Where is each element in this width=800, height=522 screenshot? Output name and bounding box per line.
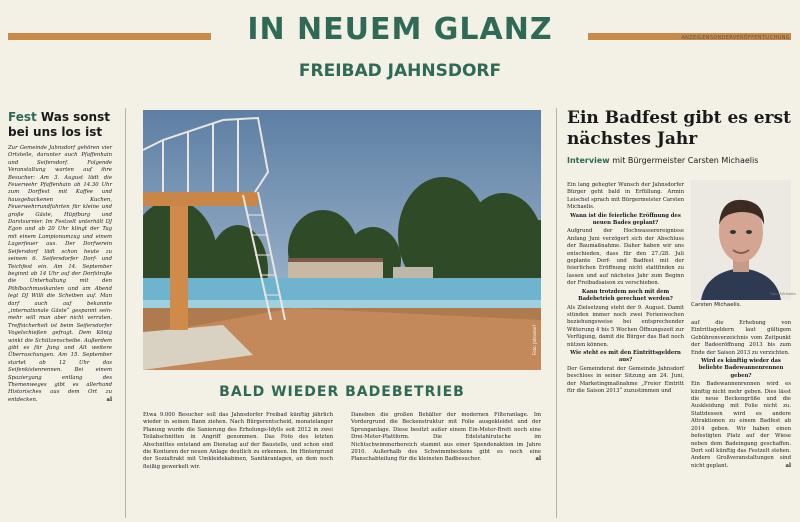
pool-photo xyxy=(143,110,541,370)
portrait-illustration xyxy=(691,180,791,300)
pool-illustration xyxy=(143,110,541,370)
article-column-1: Etwa 9.000 Besucher soll das Jahnsdorfer Freibad künftig jährlich wieder in seinen Bann ziehen. Nach Bürgerentscheid, monatelanger Planung wurde die Sanierung des Erholungs-Idylls seit 2012 in zwei Teilabschnitten in Angriff genommen. Das Foto des letzten Abschnittes entstand am Dienstag auf der Baustelle, und schon sind die Konturen der neuen Anlage deutlich zu erkennen. Im Hintergrund der Sozialtrakt mit Umkleidekabinen, Sanitäranlagen, an dem noch fleißig gewerkelt wir. xyxy=(143,412,333,470)
photo-caption: BALD WIEDER BADEBETRIEB xyxy=(219,384,465,400)
column-divider xyxy=(125,108,126,518)
interview-kicker-rest: mit Bürgermeister Carsten Michaelis xyxy=(612,156,759,165)
portrait-credit: Foto: Michaelis xyxy=(770,292,797,296)
interview-signature: al xyxy=(785,462,791,469)
interview-answer-text: Ein Badewannenrennen wird es künftig nicht mehr geben. Dies lässt die neue Beckengröße und die Auskleidung mit Folie nicht zu. Stattdessen wird es andere Attraktionen zu einem Badfest ab 2014 geben. Wir haben einen befestigten Platz auf der Wiese neben dem Badeingang geschaffen. Dort soll künftig das Festzelt stehen. Andere Großveranstaltungen sind nicht geplant. xyxy=(691,381,791,469)
interview-answer: Aufgrund der Hochwasserereignisse Anfang Juni verzögert sich der Abschluss der Baumaßnahme. Daher haben wir uns entschieden, dass für den 27./28. Juli geplante Dorf- und Badfest mit der feierlichen Eröffnung nicht stattfinden zu lassen und auf nächstes Jahr zum Beginn der Freibadsaison zu verschieben. xyxy=(567,228,684,287)
interview-answer: Der Gemeinderat der Gemeinde Jahnsdorf beschloss in seiner Sitzung am 24. Juni, der Marketingmaßnahme „Freier Eintritt für die Saison 2013“ zuzustimmen und xyxy=(567,365,684,394)
interview-answer: auf die Erhebung von Eintrittsgeldern laut gültigem Gebührenverzeichnis vom Zeitpunkt der Badeeröffnung 2013 bis zum Ende der Saison 2013 zu verzichten. xyxy=(691,320,791,356)
section-tag: ANZEIGENSONDERVERÖFFENTLICHUNG xyxy=(681,35,790,41)
article-column-2-text: Daneben die großen Behälter der modernen Filteranlage. Im Vordergrund die Beckenstruktur mit Folie ausgekleidet und der Sprunganlage. Diese besitzt außer einem Ein-Meter-Brett noch eine Drei-Meter-Plattform. Die Edelstahlrutsche im Nichtschwimmerbereich stammt aus einer Spendenaktion im Jahre 2010. Außerhalb des Schwimmbeckens gibt es noch eine Planschabteilung für die kleinsten Badbesucher. xyxy=(351,412,541,463)
portrait-photo xyxy=(691,180,791,300)
interview-question: Kann trotzdem noch mit dem Badebetrieb gerechnet werden? xyxy=(578,288,673,303)
interview-answer: Als Zielsetzung steht der 9. August. Damit stünden immer noch zwei Ferienwochen beziehungsweise bei entsprechender Witterung 4 bis 5 Wochen Öffnungszeit zur Verfügung, damit die Bürger das Bad noch nützen können. xyxy=(567,304,684,348)
interview-column-left xyxy=(567,182,684,396)
article-signature: al xyxy=(535,456,541,463)
interview-question: Wann ist die feierliche Eröffnung des neuen Bades geplant? xyxy=(570,212,681,227)
interview-answer xyxy=(691,381,791,470)
page-subtitle: FREIBAD JAHNSDORF xyxy=(298,61,502,81)
interview-question: Wird es künftig wieder das beliebte Badewannenrennen geben? xyxy=(698,358,784,379)
column-divider-right xyxy=(556,108,557,518)
interview-question: Wie steht es mit den Eintrittsgeldern aus? xyxy=(570,349,681,364)
sidebar-title xyxy=(8,110,113,140)
page-title: IN NEUEM GLANZ xyxy=(247,12,553,47)
sidebar-signature: al xyxy=(106,396,112,403)
photo-credit: Foto: Jahnsdorf xyxy=(532,324,537,355)
sidebar-body-text: Zur Gemeinde Jahnsdorf gehören vier Ortsteile, darunter auch Pfaffenhain und Seifersdorf. Folgende Veranstaltung warten auf ihre Besucher: Am 3. August lädt die Feuerwehr Pfaffenhain ab 14.30 Uhr zum Dorffest mit Kaffee und hausgebackenen Kuchen, Feuerwehrrundfahrten für kleine und große Gäste, Hüpfburg und Darstsurnier. Im Festzelt unterhält DJ Egon und ab 20 Uhr klingt der Tag mit einem Lampionumzug und einem Lagerfeuer aus. Der Dorfverein Seifersdorf lädt schon heute zu seinem 6. Seifersdorfer Dorf- und Teichfest ein. Am 14. September beginnt ab 14 Uhr auf der Dorfstraße die Unterhaltung mit den Pöhlbachmusikanten und am Abend legt DJ Willi die Scheiben auf. Man darf auch auf bekannte „internationale Gäste“ gespannt sein- mehr will man aber nicht verraten. Treffsicherheit ist beim Seifersdorfer Vogelschießen gefragt. Dem König winkt die Schützenscheibe. Außerdem gibt es für Jung und Alt weitere Überraschungen. Am 15. September startet ab 12 Uhr das Seifenkistenrennen. Bei einem Spaziergang entlang des Themenweges gibt es allerhand Historisches aus dem Ort zu entdecken. xyxy=(8,145,112,403)
portrait-caption: Carsten Michaelis. xyxy=(691,302,742,308)
interview-column-right xyxy=(691,320,791,471)
interview-kicker xyxy=(567,156,792,165)
sidebar-title-keyword: Fest xyxy=(8,110,37,124)
interview-title: Ein Badfest gibt es erst nächstes Jahr xyxy=(567,108,791,149)
sidebar-body xyxy=(8,145,112,404)
interview-paragraph: Ein lang gehegter Wunsch der Jahnsdorfer Bürger geht bald in Erfüllung. Armin Leischel sprach mit Bürgermeister Carsten Michaelis. xyxy=(567,182,684,211)
article-column-2 xyxy=(351,412,541,464)
sidebar-title-rest: Was sonst bei uns los ist xyxy=(8,110,110,139)
interview-kicker-label: Interview xyxy=(567,156,610,165)
